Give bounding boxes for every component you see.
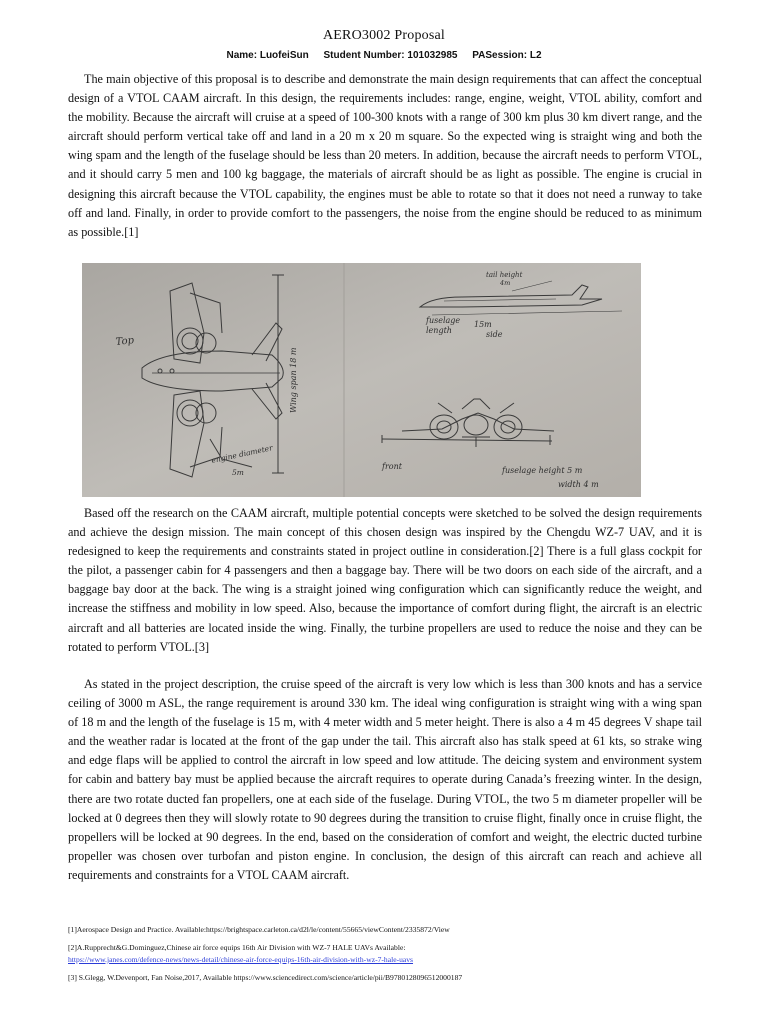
label-fuselage-length-2: length — [426, 326, 452, 335]
label-fuselage-length-1: fuselage — [426, 316, 461, 325]
paragraph-objective — [68, 70, 702, 242]
reference-2: [2]A.Rupprecht&G.Dominguez,Chinese air force equips 16th Air Division with WZ-7 HALE UAVs Available: https://www.janes.com/defence-news/news-detail/chinese-air-force-equips-16th-air-division-with-wz-7-hale-uavs — [68, 942, 708, 966]
author-name: Name: LuofeiSun — [226, 50, 309, 61]
label-wing-span: Wing span 18 m — [289, 347, 298, 413]
label-top: Top — [115, 335, 135, 348]
aircraft-sketch-figure — [82, 263, 641, 497]
student-number: Student Number: 101032985 — [323, 50, 458, 61]
references — [68, 924, 708, 990]
paragraph-concept-text: Based off the research on the CAAM aircraft, multiple potential concepts were sketched to be solved the design requirements and achieve the design mission. The main concept of this chosen design was inspired by the Chengdu WZ-7 UAV, and it is redesigned to keep the requirements and constraints stated in project outline in consideration.[2] There is a full glass cockpit for the pilot, a passenger cabin for 4 passengers and then a baggage bay. There will be two doors on each side of the aircraft, and a baggage bay door at the back. The wing is a straight joined wing configuration which can significantly reduce the weight, and increase the stiffness and mobility in low speed. Also, because the importance of comfort during flight, the aircraft is an electric aircraft and all batteries are located inside the wing. Finally, the turbine propellers are used to reduce the noise and they can be rotated to perform VTOL.[3] — [68, 506, 702, 654]
label-width: width 4 m — [558, 480, 599, 489]
reference-3: [3] S.Glegg, W.Devenport, Fan Noise,2017, Available https://www.sciencedirect.com/science/article/pii/B9780128096512000187 — [68, 973, 463, 982]
author-header — [0, 50, 768, 61]
reference-2-link[interactable]: https://www.janes.com/defence-news/news-detail/chinese-air-force-equips-16th-air-division-with-wz-7-hale-uavs — [68, 955, 414, 964]
label-front: front — [382, 462, 402, 471]
label-fuselage-height: fuselage height 5 m — [502, 466, 583, 475]
paragraph-concept — [68, 504, 702, 657]
paragraph-specifications — [68, 675, 702, 885]
label-tail-height-2: 4m — [500, 279, 511, 287]
document-title: AERO3002 Proposal — [322, 28, 445, 43]
label-engine-diameter-1: engine diameter — [210, 443, 274, 465]
paragraph-objective-text: The main objective of this proposal is to describe and demonstrate the main design requirements that can affect the conceptual design of a VTOL CAAM aircraft. In this design, the requirements includes: range, engine, weight, VTOL ability, comfort and the mobility. Because the aircraft will cruise at a speed of 100-300 knots with a range of 300 km plus 30 km divert range, and the aircraft should perform vertical take off and land in a 20 m x 20 m square. So the expected wing is straight wing and both the wing spam and the length of the fuselage should be less than 20 meters. In addition, because the aircraft needs to perform VTOL, and it should carry 5 men and 100 kg baggage, the materials of aircraft should be as light as possible. The engine is crucial in designing this aircraft because the VTOL capability, the engines must be able to rotate so that it does not need a runway to take off and land. Finally, in order to provide comfort to the passengers, the noise from the engine should be reduced to as minimum as possible.[1] — [68, 72, 702, 239]
label-side: side — [486, 330, 503, 339]
label-tail-height-1: tail height — [486, 271, 523, 279]
reference-1: [1]Aerospace Design and Practice. Available:https://brightspace.carleton.ca/d2l/le/content/55665/viewContent/2335872/View — [68, 925, 450, 934]
label-fuselage-length-3: 15m — [474, 320, 492, 329]
pa-session: PASession: L2 — [472, 50, 542, 61]
label-engine-diameter-2: 5m — [232, 468, 244, 477]
paragraph-specifications-text: As stated in the project description, the cruise speed of the aircraft is very low which is less than 300 knots and has a service ceiling of 3000 m ASL, the range requirement is around 330 km. The ideal wing configuration is straight wing with a wing span of 18 m and the length of the fuselage is 15 m, with 4 meter width and 5 meter height. There is also a 4 m 45 degrees V shape tail and the weather radar is located at the front of the gap under the tail. This aircraft also has stalk speed at 61 kts, so strake wing and edge flaps will be applied to control the aircraft in low speed and low attitude. The deicing system and environment system for cabin and battery bay must be applied because the aircraft requires to operate during Canada’s freezing winter. In the design, there are two rotate ducted fan propellers, one at each side of the fuselage. During VTOL, the two 5 m diameter propeller will be locked at 0 degrees then they will slowly rotate to 90 degrees during the transition to cruise flight, finally once in cruise flight, the propellers will be locked at 90 degrees. In the end, based on the consideration of comfort and weight, the electric ducted turbine propeller was chosen over turbofan and piston engine. In conclusion, the design of this aircraft can reach and achieve all requirements and constraints for a VTOL CAAM aircraft. — [68, 677, 702, 882]
